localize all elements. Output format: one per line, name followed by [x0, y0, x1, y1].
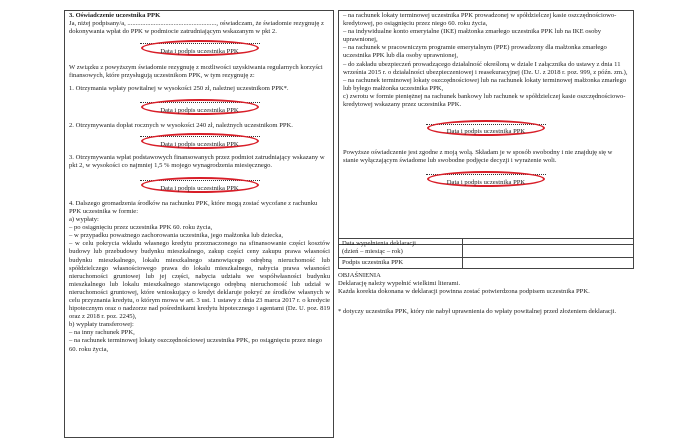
item-4a-2: – w przypadku poważnego zachorowania uczestnika, jego małżonka lub dziecka,	[69, 232, 284, 240]
date-label: Data wypełnienia deklaracji (dzień – miesiąc – rok)	[339, 239, 463, 258]
signature-label: Data i podpis uczestnika PPK	[160, 140, 239, 148]
item-4a-1: – po osiągnięciu przez uczestnika PPK 60. roku życia,	[69, 224, 213, 232]
declaration-continuation	[338, 10, 634, 245]
item-4b-2: – na rachunek terminowej lokaty oszczędnościowej uczestnika PPK, po osiągnięciu przez niego 60. roku życia,	[69, 337, 323, 353]
item-4b-6: – do zakładu ubezpieczeń prowadzącego działalność określoną w dziale I załącznika do ustawy z dnia 11 września 2015 r. o działalności ubezpieczeniowej i reasekuracyjnej (Dz. U. z 2018 r. poz. 999, z późn. zm.),	[343, 60, 628, 76]
item-4b: b) wypłaty transferowej:	[69, 321, 134, 329]
sign-input-cell[interactable]	[462, 258, 633, 269]
footnote: * dotyczy uczestnika PPK, który nie nabył uprawnienia do wpłaty powitalnej przed złożeniem deklaracji.	[338, 308, 617, 316]
item-4b-3: – na rachunek lokaty terminowej uczestnika PPK prowadzonej w spółdzielczej kasie oszczędnościowo-kredytowej, po osiągnięciu przez niego 60. roku życia,	[343, 12, 617, 28]
signature-field-3[interactable]	[69, 130, 330, 154]
declaration-section-3	[64, 10, 334, 438]
item-1: 1. Otrzymania wpłaty powitalnej w wysokości 250 zł, należnej uczestnikom PPK*.	[69, 85, 289, 93]
signature-field-1[interactable]	[69, 36, 330, 64]
consequence-intro: W związku z powyższym świadomie rezygnuję z możliwości uzyskiwania regularnych korzyści finansowych, które przysługują uczestnikom PPK, w tym rezygnuję z:	[69, 64, 323, 80]
explanation-1: Deklarację należy wypełnić wielkimi literami.	[338, 280, 461, 288]
signature-label: Data i podpis uczestnika PPK	[160, 184, 239, 192]
signature-field-6[interactable]	[343, 165, 629, 195]
item-4: 4. Dalszego gromadzenia środków na rachunku PPK, które mogą zostać wycofane z rachunku PPK uczestnika w formie:	[69, 199, 318, 215]
item-3: 3. Otrzymywania wpłat podstawowych finansowanych przez podmiot zatrudniający wskazany w pkt 2, w wysokości co najmniej 1,5 % mojego wynagrodzenia miesięcznego.	[69, 153, 325, 169]
signature-label: Data i podpis uczestnika PPK	[160, 48, 239, 56]
sign-label: Podpis uczestnika PPK	[339, 258, 463, 269]
signature-field-2[interactable]	[69, 94, 330, 122]
section-heading: 3. Oświadczenie uczestnika PPK	[69, 12, 161, 19]
item-2: 2. Otrzymywania dopłat rocznych w wysokości 240 zł, należnych uczestnikom PPK.	[69, 121, 293, 129]
completion-table	[338, 238, 634, 269]
signature-label: Data i podpis uczestnika PPK	[446, 128, 526, 136]
signature-field-5[interactable]	[343, 109, 629, 149]
item-4a: a) wypłaty:	[69, 216, 99, 224]
item-4b-1: – na inny rachunek PPK,	[69, 329, 135, 337]
item-4b-7: – na rachunek terminowej lokaty oszczędnościowej lub na rachunek lokaty terminowej małżonka zmarłego lub byłego małżonka uczestnika PPK,	[343, 76, 627, 92]
explanations	[338, 272, 634, 316]
explanations-title: OBJAŚNIENIA	[338, 272, 381, 279]
signature-label: Data i podpis uczestnika PPK	[160, 106, 239, 114]
item-4c: c) zwrotu w formie pieniężnej na rachunek bankowy lub rachunek w spółdzielczej kasie oszczędnościowo-kredytowej wskazany przez uczestnika PPK.	[343, 92, 626, 109]
explanation-2: Każda korekta dokonana w deklaracji powinna zostać potwierdzona podpisem uczestnika PPK.	[338, 288, 590, 296]
item-4b-4: – na indywidualne konto emerytalne (IKE) małżonka zmarłego uczestnika PPK lub na IKE osoby uprawnionej,	[343, 28, 601, 44]
signature-label: Data i podpis uczestnika PPK	[446, 179, 526, 187]
item-4b-5: – na rachunek w pracowniczym programie emerytalnym (PPE) prowadzony dla małżonka zmarłego uczestnika PPK lub dla osoby uprawnionej,	[343, 44, 607, 60]
signature-field-4[interactable]	[69, 170, 330, 200]
date-input-cell[interactable]	[462, 239, 633, 258]
intro-statement: Ja, niżej podpisany/a, ......................................................, oświadczam, że świadomie rezygnuję z dokonywania wpłat do PPK w podmiocie zatrudniającym wskazanym w pkt 2.	[69, 20, 324, 36]
voluntary-statement: Powyższe oświadczenie jest zgodne z moją wolą. Składam je w sposób swobodny i nie znajduję się w stanie wyłączającym świadome lub swobodne podjęcie decyzji i wyrażenie woli.	[343, 149, 613, 165]
item-4a-3: – w celu pokrycia wkładu własnego kredytu przeznaczonego na sfinansowanie części kosztów budowy lub przebudowy budynku mieszkalnego, zakup części ceny zakupu prawa własności budynku mieszkalnego, lokalu mieszkalnego stanowiącego odrębną nieruchomość lub spółdzielczego własnościowego prawa do lokalu mieszkalnego, nabycia prawa własności nieruchomości gruntowej lub jej części, nabycia udziału we współwłasności budynku mieszkalnego lub lokalu mieszkalnego stanowiącego odrębną nieruchomość lub udział w nieruchomości gruntowej, które wnioskujący o kredyt deklaruje pokryć ze środków własnych w celu przyznania kredytu, o którym mowa w art. 3 ust. 1 ustawy z dnia 23 marca 2017 r. o kredycie hipotecznym oraz o nadzorze nad pośrednikami kredytu hipotecznego i agentami (Dz. U. poz. 819 oraz z 2018 r. poz. 2245),	[69, 240, 330, 321]
